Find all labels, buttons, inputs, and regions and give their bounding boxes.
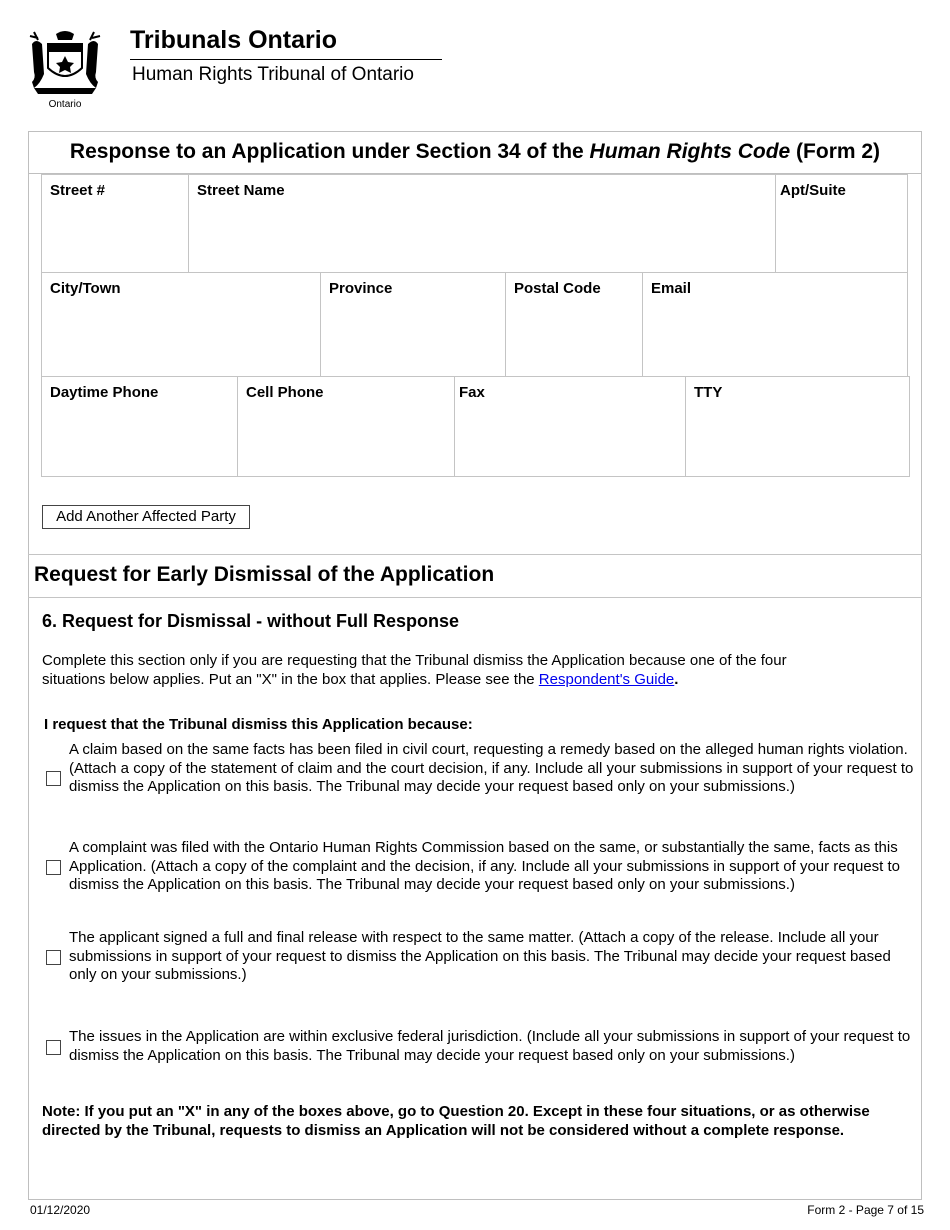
dismiss-option-commission-checkbox[interactable] — [46, 860, 61, 875]
dismiss-option-commission-text: A complaint was filed with the Ontario Human Rights Commission based on the same, or substantially the same, facts as this Application. (Attach a copy of the complaint and the decision, if any. Include all your submissions in support of your request to dismiss the Application on this basis. The Tribunal may decide your request based only on your submissions.) — [69, 839, 901, 893]
postal-code-cell — [505, 272, 643, 377]
tty-label: TTY — [694, 384, 723, 401]
dismiss-option-civil-court-text: A claim based on the same facts has been filed in civil court, requesting a remedy based on the alleged human rights violation. (Attach a copy of the statement of claim and the court decision, if any. Include all your submissions in support of your request to dismiss the Application on this basis. The Tribunal may decide your request based only on your submissions.) — [69, 741, 914, 795]
apt-suite-cell — [775, 174, 908, 273]
footer-page-number: Form 2 - Page 7 of 15 — [807, 1203, 924, 1217]
question-title: 6. Request for Dismissal - without Full Response — [42, 611, 460, 631]
cell-phone-input[interactable] — [244, 411, 448, 468]
city-label: City/Town — [50, 280, 121, 297]
request-label: I request that the Tribunal dismiss this Application because: — [44, 716, 473, 733]
daytime-phone-label: Daytime Phone — [50, 384, 159, 401]
ontario-coat-of-arms-logo — [24, 26, 106, 110]
intro-paragraph — [42, 651, 842, 689]
intro-line-1: Complete this section only if you are requesting that the Tribunal dismiss the Application because one of the four — [42, 652, 787, 669]
apt-suite-label: Apt/Suite — [780, 182, 846, 199]
fax-input[interactable] — [461, 411, 679, 468]
street-number-cell — [41, 174, 189, 273]
cell-phone-cell — [237, 376, 455, 477]
tty-cell — [685, 376, 910, 477]
org-subtitle: Human Rights Tribunal of Ontario — [132, 64, 414, 85]
province-input[interactable] — [327, 307, 499, 368]
province-label: Province — [329, 280, 393, 297]
cell-phone-label: Cell Phone — [246, 384, 324, 401]
section-divider-top — [28, 554, 922, 555]
form-title: Response to an Application under Section 34 of the Human Rights Code (Form 2) — [69, 140, 881, 163]
tty-input[interactable] — [692, 411, 903, 468]
header-divider — [130, 59, 442, 60]
logo-caption: Ontario — [48, 99, 82, 110]
city-input[interactable] — [48, 307, 314, 368]
fax-label: Fax — [459, 384, 485, 401]
note-text: Note: If you put an "X" in any of the boxes above, go to Question 20. Except in these four situations, or as otherwise directed by the Tribunal, requests to dismiss an Application will not be considered without a complete response. — [42, 1103, 870, 1139]
city-cell — [41, 272, 321, 377]
street-number-label: Street # — [50, 182, 106, 199]
street-name-cell — [188, 174, 776, 273]
email-input[interactable] — [649, 307, 901, 368]
section-title: Request for Early Dismissal of the Application — [34, 563, 495, 586]
email-cell — [642, 272, 908, 377]
apt-suite-input[interactable] — [782, 209, 901, 264]
dismiss-option-federal-text: The issues in the Application are within exclusive federal jurisdiction. (Include all your submissions in support of your request to dismiss the Application on this basis. The Tribunal may decide your request based only on your submissions.) — [69, 1028, 911, 1064]
fax-cell — [454, 376, 686, 477]
street-name-label: Street Name — [197, 182, 285, 199]
street-name-input[interactable] — [195, 209, 769, 264]
dismiss-option-civil-court-checkbox[interactable] — [46, 771, 61, 786]
postal-code-input[interactable] — [512, 307, 636, 368]
org-name: Tribunals Ontario — [130, 26, 337, 54]
dismiss-option-release-checkbox[interactable] — [46, 950, 61, 965]
street-number-input[interactable] — [48, 209, 182, 264]
section-divider-bottom — [28, 597, 922, 598]
province-cell — [320, 272, 506, 377]
daytime-phone-cell — [41, 376, 238, 477]
footer-date: 01/12/2020 — [30, 1203, 91, 1217]
respondents-guide-link[interactable]: Respondent's Guide — [538, 671, 675, 688]
daytime-phone-input[interactable] — [48, 411, 231, 468]
intro-line-2: situations below applies. Put an "X" in the box that applies. Please see the Respondent's Guide. — [42, 671, 679, 688]
postal-code-label: Postal Code — [514, 280, 601, 297]
email-label: Email — [651, 280, 692, 297]
add-affected-party-button[interactable]: Add Another Affected Party — [42, 505, 250, 529]
dismiss-option-federal-checkbox[interactable] — [46, 1040, 61, 1055]
dismiss-option-release-text: The applicant signed a full and final release with respect to the same matter. (Attach a copy of the release. Include all your submissions in support of your request to dismiss the Application on this basis. The Tribunal may decide your request based only on your submissions.) — [69, 929, 891, 983]
